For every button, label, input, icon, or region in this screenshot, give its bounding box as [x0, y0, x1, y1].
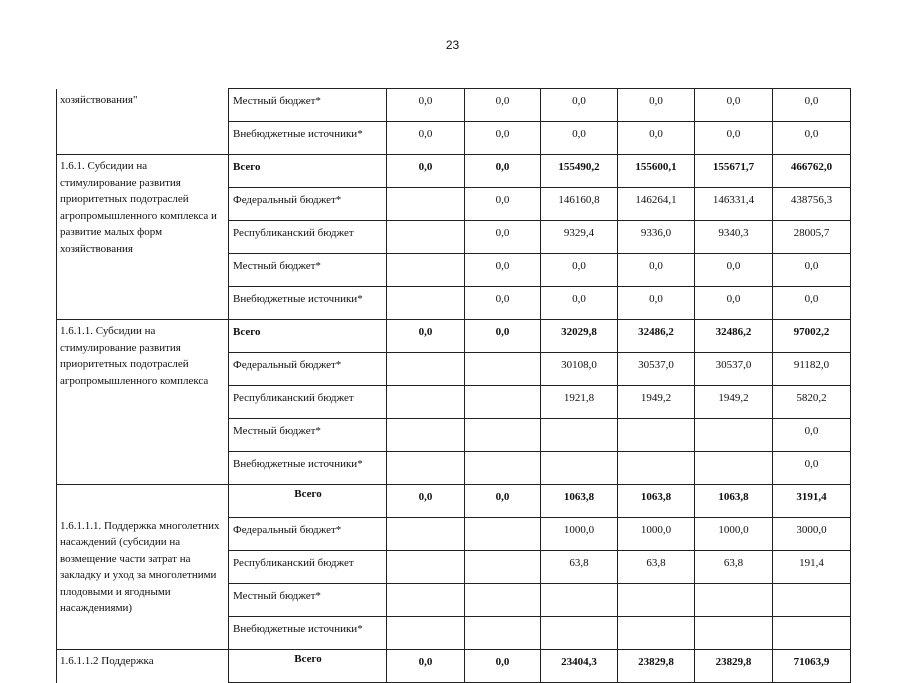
amount-cell: 71063,9: [773, 650, 851, 683]
program-item-cell: 1.6.1.1. Субсидии на стимулирование развития приоритетных подотраслей агропромышленного комплекса: [57, 320, 229, 485]
table-row: [57, 485, 851, 518]
amount-cell: 0,0: [387, 485, 465, 518]
amount-cell: 32486,2: [695, 320, 773, 353]
amount-cell: 63,8: [541, 551, 618, 584]
amount-cell: 0,0: [465, 155, 541, 188]
amount-cell: 1063,8: [541, 485, 618, 518]
amount-cell: 1063,8: [695, 485, 773, 518]
funding-source-cell: Внебюджетные источники*: [229, 617, 387, 650]
amount-cell: 0,0: [465, 89, 541, 122]
amount-cell: 0,0: [695, 254, 773, 287]
amount-cell: 0,0: [465, 188, 541, 221]
amount-cell: 3000,0: [773, 518, 851, 551]
amount-cell: 0,0: [773, 287, 851, 320]
funding-source-cell: Федеральный бюджет*: [229, 188, 387, 221]
amount-cell: [695, 452, 773, 485]
amount-cell: 30537,0: [695, 353, 773, 386]
amount-cell: [387, 221, 465, 254]
amount-cell: 146331,4: [695, 188, 773, 221]
amount-cell: 9336,0: [618, 221, 695, 254]
amount-cell: 155600,1: [618, 155, 695, 188]
program-item-cell: 1.6.1.1.2 Поддержка: [57, 650, 229, 683]
amount-cell: 1000,0: [695, 518, 773, 551]
amount-cell: 0,0: [465, 485, 541, 518]
amount-cell: 23404,3: [541, 650, 618, 683]
amount-cell: 91182,0: [773, 353, 851, 386]
amount-cell: [387, 254, 465, 287]
amount-cell: 28005,7: [773, 221, 851, 254]
amount-cell: [387, 386, 465, 419]
amount-cell: 0,0: [773, 122, 851, 155]
funding-source-cell: Внебюджетные источники*: [229, 287, 387, 320]
amount-cell: 1949,2: [695, 386, 773, 419]
amount-cell: 0,0: [465, 320, 541, 353]
funding-source-cell: Внебюджетные источники*: [229, 122, 387, 155]
amount-cell: [465, 386, 541, 419]
amount-cell: 0,0: [541, 254, 618, 287]
amount-cell: [695, 419, 773, 452]
table-row: [57, 320, 851, 353]
amount-cell: 0,0: [387, 122, 465, 155]
amount-cell: 30108,0: [541, 353, 618, 386]
amount-cell: 9329,4: [541, 221, 618, 254]
amount-cell: 0,0: [541, 89, 618, 122]
amount-cell: 0,0: [618, 254, 695, 287]
amount-cell: [541, 617, 618, 650]
amount-cell: 0,0: [387, 155, 465, 188]
amount-cell: 23829,8: [618, 650, 695, 683]
amount-cell: 23829,8: [695, 650, 773, 683]
amount-cell: [387, 452, 465, 485]
funding-source-cell: Республиканский бюджет: [229, 551, 387, 584]
amount-cell: 97002,2: [773, 320, 851, 353]
amount-cell: 0,0: [541, 122, 618, 155]
amount-cell: [541, 584, 618, 617]
budget-table: [56, 88, 851, 683]
funding-source-cell: Федеральный бюджет*: [229, 353, 387, 386]
amount-cell: 0,0: [387, 320, 465, 353]
amount-cell: [695, 617, 773, 650]
amount-cell: [387, 617, 465, 650]
funding-source-cell: Местный бюджет*: [229, 584, 387, 617]
amount-cell: [541, 419, 618, 452]
amount-cell: 0,0: [618, 89, 695, 122]
amount-cell: [465, 518, 541, 551]
amount-cell: 5820,2: [773, 386, 851, 419]
amount-cell: [465, 584, 541, 617]
amount-cell: 466762,0: [773, 155, 851, 188]
amount-cell: 191,4: [773, 551, 851, 584]
amount-cell: [465, 551, 541, 584]
amount-cell: [773, 584, 851, 617]
amount-cell: [465, 617, 541, 650]
amount-cell: 0,0: [465, 287, 541, 320]
amount-cell: 0,0: [618, 287, 695, 320]
amount-cell: 0,0: [695, 89, 773, 122]
table-row: [57, 155, 851, 188]
amount-cell: [618, 617, 695, 650]
amount-cell: 32029,8: [541, 320, 618, 353]
amount-cell: 0,0: [387, 650, 465, 683]
amount-cell: [465, 452, 541, 485]
amount-cell: [465, 419, 541, 452]
amount-cell: 0,0: [465, 254, 541, 287]
amount-cell: 0,0: [773, 419, 851, 452]
program-item-cell: 1.6.1.1.1. Поддержка многолетних насаждений (субсидии на возмещение части затрат на закладку и уход за многолетними плодовыми и ягодными насаждениями): [57, 485, 229, 650]
funding-source-cell: Всего: [229, 650, 387, 683]
funding-source-cell: Федеральный бюджет*: [229, 518, 387, 551]
funding-source-cell: Республиканский бюджет: [229, 221, 387, 254]
amount-cell: [618, 419, 695, 452]
funding-source-cell: Всего: [229, 485, 387, 518]
amount-cell: 1000,0: [618, 518, 695, 551]
amount-cell: 146160,8: [541, 188, 618, 221]
amount-cell: 0,0: [695, 287, 773, 320]
amount-cell: 9340,3: [695, 221, 773, 254]
amount-cell: 1921,8: [541, 386, 618, 419]
funding-source-cell: Местный бюджет*: [229, 254, 387, 287]
amount-cell: 63,8: [618, 551, 695, 584]
funding-source-cell: Внебюджетные источники*: [229, 452, 387, 485]
amount-cell: [387, 584, 465, 617]
amount-cell: 1063,8: [618, 485, 695, 518]
funding-source-cell: Всего: [229, 320, 387, 353]
amount-cell: [387, 551, 465, 584]
funding-source-cell: Всего: [229, 155, 387, 188]
amount-cell: 0,0: [465, 221, 541, 254]
amount-cell: 155490,2: [541, 155, 618, 188]
amount-cell: 0,0: [387, 89, 465, 122]
budget-table-body: [57, 89, 851, 683]
amount-cell: 146264,1: [618, 188, 695, 221]
program-item-cell: хозяйствования": [57, 89, 229, 155]
amount-cell: [387, 188, 465, 221]
amount-cell: [387, 518, 465, 551]
amount-cell: [465, 353, 541, 386]
amount-cell: 438756,3: [773, 188, 851, 221]
program-item-cell: 1.6.1. Субсидии на стимулирование развития приоритетных подотраслей агропромышленного комплекса и развитие малых форм хозяйствования: [57, 155, 229, 320]
amount-cell: 0,0: [773, 89, 851, 122]
table-row: [57, 650, 851, 683]
amount-cell: [387, 419, 465, 452]
amount-cell: 0,0: [773, 254, 851, 287]
funding-source-cell: Местный бюджет*: [229, 419, 387, 452]
amount-cell: 0,0: [695, 122, 773, 155]
amount-cell: [541, 452, 618, 485]
funding-source-cell: Республиканский бюджет: [229, 386, 387, 419]
amount-cell: 30537,0: [618, 353, 695, 386]
amount-cell: [618, 584, 695, 617]
amount-cell: 3191,4: [773, 485, 851, 518]
amount-cell: [773, 617, 851, 650]
funding-source-cell: Местный бюджет*: [229, 89, 387, 122]
amount-cell: [618, 452, 695, 485]
amount-cell: [387, 353, 465, 386]
amount-cell: 32486,2: [618, 320, 695, 353]
amount-cell: 0,0: [773, 452, 851, 485]
amount-cell: 1949,2: [618, 386, 695, 419]
amount-cell: 0,0: [618, 122, 695, 155]
amount-cell: 0,0: [465, 122, 541, 155]
amount-cell: 155671,7: [695, 155, 773, 188]
table-row: [57, 89, 851, 122]
amount-cell: [695, 584, 773, 617]
page-number: 23: [445, 38, 460, 52]
amount-cell: 0,0: [541, 287, 618, 320]
amount-cell: 63,8: [695, 551, 773, 584]
amount-cell: 0,0: [465, 650, 541, 683]
amount-cell: [387, 287, 465, 320]
amount-cell: 1000,0: [541, 518, 618, 551]
